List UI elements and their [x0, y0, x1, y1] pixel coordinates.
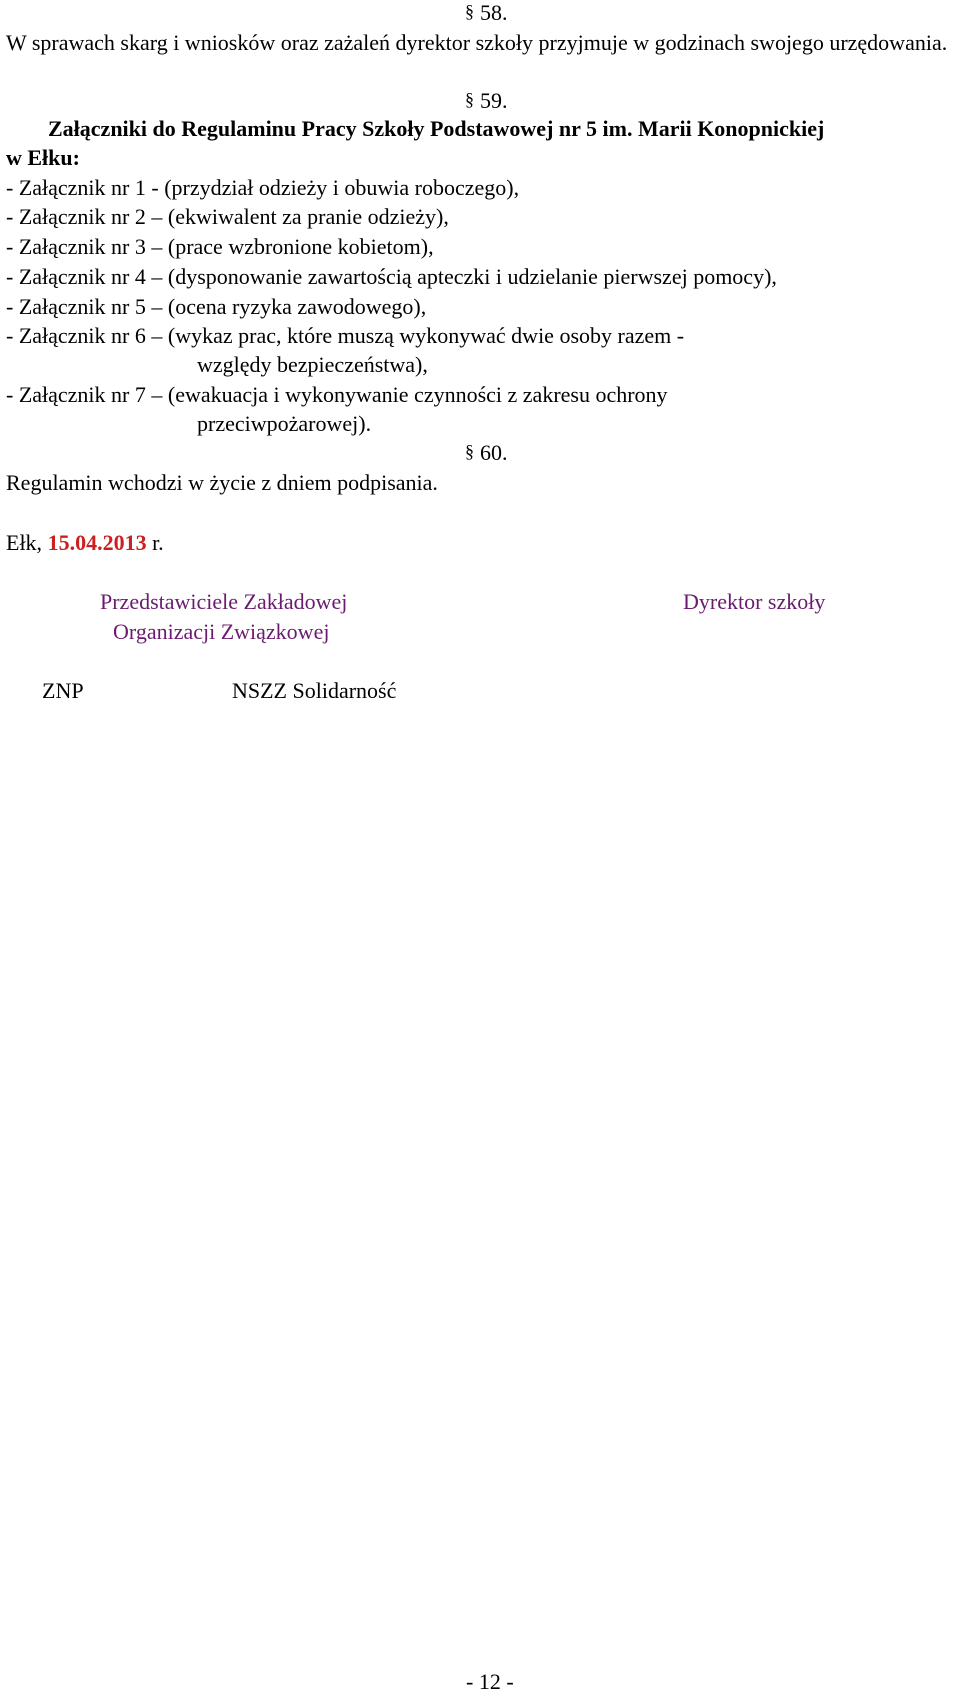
annex-item-4: - Załącznik nr 4 – (dysponowanie zawartością apteczki i udzielanie pierwszej pomocy),	[6, 264, 777, 289]
section-sign: §	[465, 1, 474, 21]
paragraph-60: Regulamin wchodzi w życie z dniem podpisania.	[6, 470, 438, 495]
section-number: 60.	[480, 440, 508, 465]
date-suffix: r.	[146, 530, 164, 555]
section-59-heading	[465, 90, 508, 112]
director-label: Dyrektor szkoły	[683, 589, 826, 614]
annex-item-6-continued: względy bezpieczeństwa),	[197, 352, 428, 377]
annex-item-5: - Załącznik nr 5 – (ocena ryzyka zawodowego),	[6, 294, 427, 319]
annex-item-7-continued: przeciwpożarowej).	[197, 411, 372, 436]
place: Ełk,	[6, 530, 48, 555]
paragraph-58: W sprawach skarg i wniosków oraz zażaleń dyrektor szkoły przyjmuje w godzinach swojego urzędowania.	[6, 30, 948, 55]
union-solidarnosc: NSZZ Solidarność	[232, 678, 397, 703]
annex-item-6: - Załącznik nr 6 – (wykaz prac, które muszą wykonywać dwie osoby razem -	[6, 323, 685, 348]
place-date	[6, 532, 164, 554]
section-sign: §	[465, 441, 474, 461]
section-60-heading	[465, 442, 508, 464]
section-number: 58.	[480, 0, 508, 25]
annex-heading-line1: Załączniki do Regulaminu Pracy Szkoły Podstawowej nr 5 im. Marii Konopnickiej	[48, 116, 825, 141]
union-reps-label-line1: Przedstawiciele Zakładowej	[100, 589, 348, 614]
page-number: - 12 -	[466, 1669, 514, 1694]
section-number: 59.	[480, 88, 508, 113]
annex-heading-line2: w Ełku:	[6, 145, 80, 170]
signing-date: 15.04.2013	[47, 530, 147, 555]
annex-item-2: - Załącznik nr 2 – (ekwiwalent za pranie odzieży),	[6, 204, 449, 229]
section-58-heading	[465, 2, 508, 24]
section-sign: §	[465, 89, 474, 109]
union-znp: ZNP	[42, 678, 84, 703]
union-reps-label-line2: Organizacji Związkowej	[113, 619, 330, 644]
annex-item-1: - Załącznik nr 1 - (przydział odzieży i obuwia roboczego),	[6, 175, 520, 200]
annex-item-7: - Załącznik nr 7 – (ewakuacja i wykonywanie czynności z zakresu ochrony	[6, 382, 668, 407]
annex-item-3: - Załącznik nr 3 – (prace wzbronione kobietom),	[6, 234, 434, 259]
